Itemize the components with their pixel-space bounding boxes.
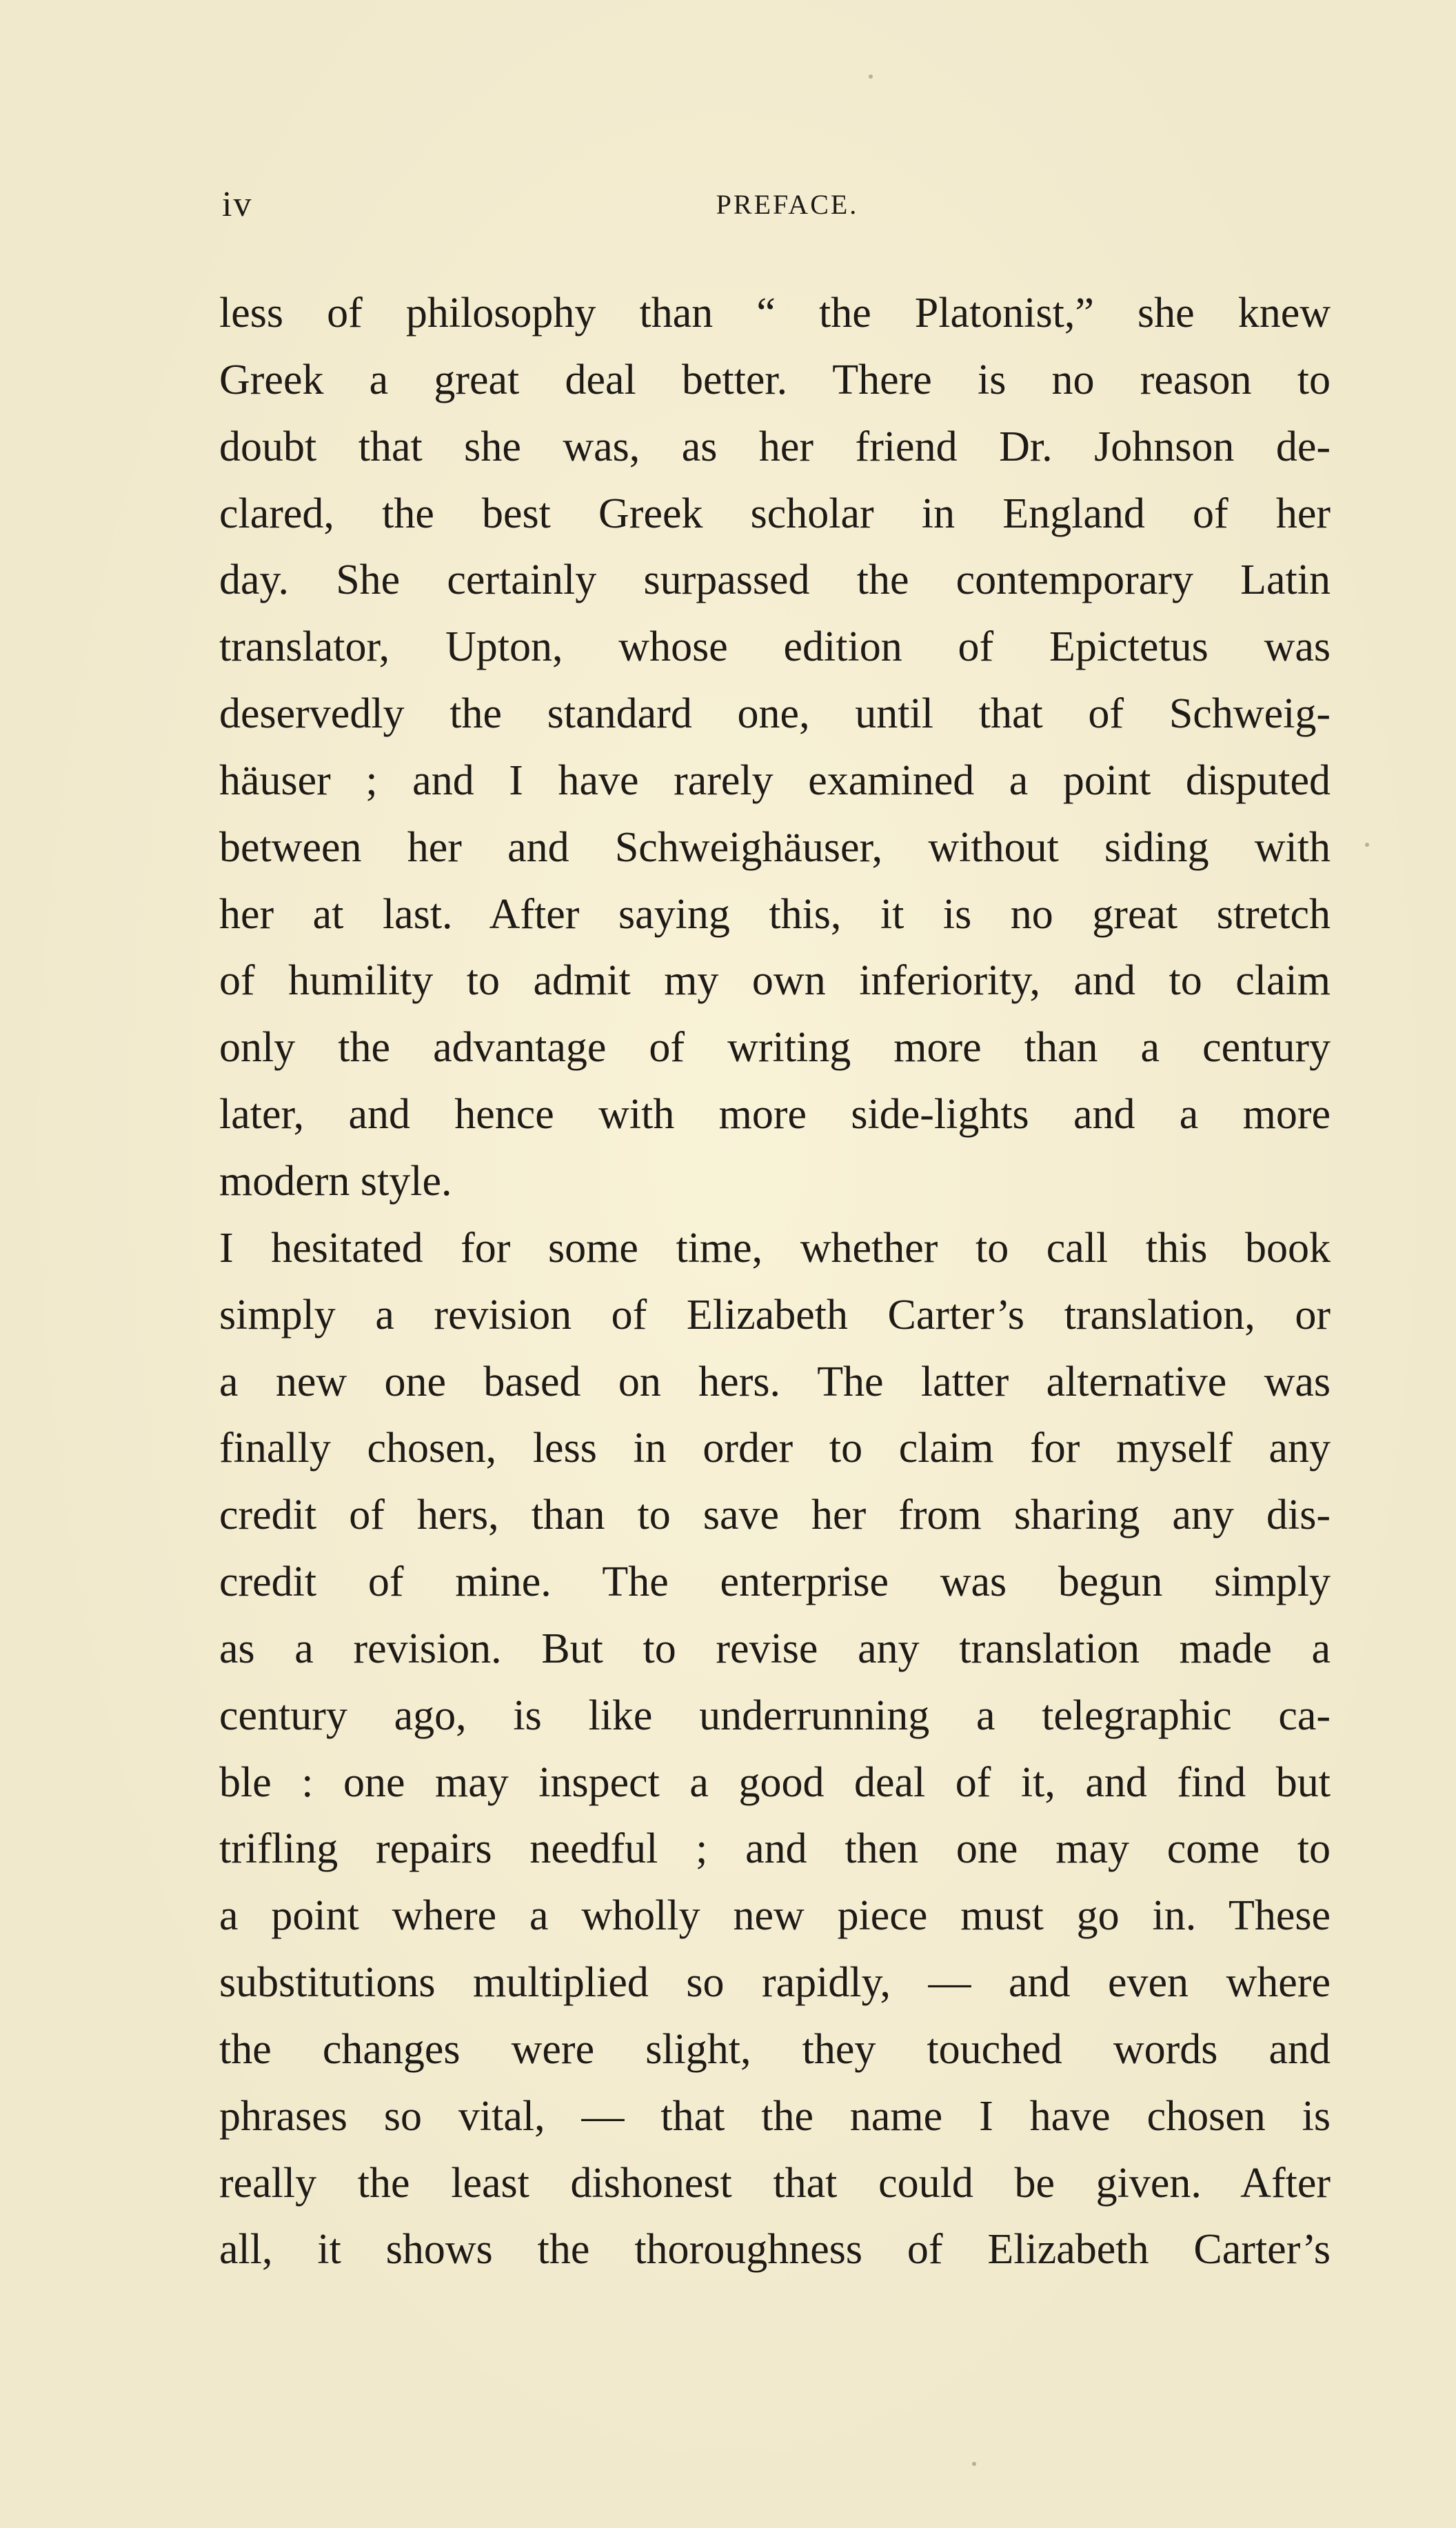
text-line: translator, Upton, whose edition of Epictetus was [219,623,1331,671]
text-line: phrases so vital, — that the name I have chosen is [219,2092,1331,2140]
text-line: ble : one may inspect a good deal of it, and find but [219,1758,1331,1806]
text-line: between her and Schweighäuser, without siding with [219,823,1331,871]
text-line: all, it shows the thoroughness of Elizabeth Carter’s [219,2226,1331,2274]
paper-speck [972,2462,976,2466]
text-line: deservedly the standard one, until that of Schweig- [219,690,1331,738]
text-line: day. She certainly surpassed the contemporary Latin [219,556,1331,604]
text-line: century ago, is like underrunning a telegraphic ca- [219,1692,1331,1739]
text-line: Greek a great deal better. There is no reason to [219,356,1331,403]
running-head [222,181,1332,229]
text-line: a new one based on hers. The latter alternative was [219,1358,1331,1405]
paper-speck [869,74,873,79]
text-line: trifling repairs needful ; and then one may come to [219,1825,1331,1873]
text-line: häuser ; and I have rarely examined a point disputed [219,756,1331,804]
running-title: PREFACE. [716,189,859,220]
text-line: her at last. After saying this, it is no great stretch [219,890,1331,938]
text-line: really the least dishonest that could be given. After [219,2159,1331,2207]
text-line: simply a revision of Elizabeth Carter’s translation, or [219,1291,1331,1338]
text-line: a point where a wholly new piece must go in. These [219,1892,1331,1940]
text-line: as a revision. But to revise any translation made a [219,1625,1331,1672]
page-number: iv [222,185,253,224]
text-line: doubt that she was, as her friend Dr. Johnson de- [219,423,1331,470]
text-line: credit of mine. The enterprise was begun simply [219,1558,1331,1606]
text-line: substitutions multiplied so rapidly, — and even where [219,1959,1331,2007]
text-line: credit of hers, than to save her from sharing any dis- [219,1492,1331,1539]
text-line: finally chosen, less in order to claim for myself any [219,1425,1331,1472]
text-line: clared, the best Greek scholar in England of her [219,490,1331,537]
text-line: the changes were slight, they touched words and [219,2025,1331,2073]
text-line: of humility to admit my own inferiority, and to claim [219,957,1331,1005]
text-line: later, and hence with more side-lights and a more [219,1091,1331,1138]
text-line: only the advantage of writing more than a century [219,1024,1331,1072]
text-line: less of philosophy than “ the Platonist,” she knew [219,290,1331,337]
paper-speck [1365,843,1369,847]
text-line-paragraph-start: I hesitated for some time, whether to call this book [219,1224,1331,1272]
body-text [219,280,1331,2283]
text-line-paragraph-end: modern style. [219,1157,452,1205]
